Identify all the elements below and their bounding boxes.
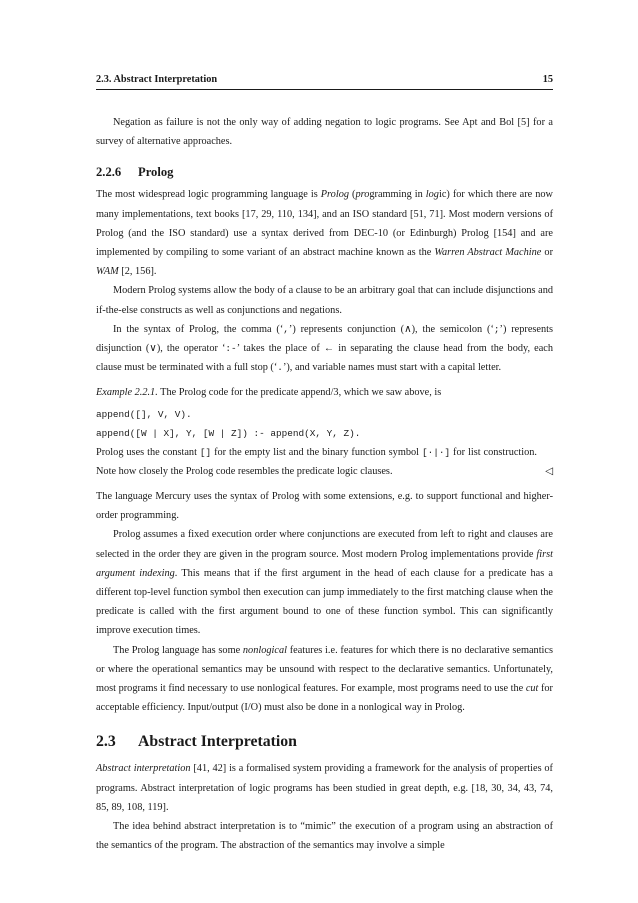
emph-abstract-interpretation: Abstract interpretation bbox=[96, 763, 191, 775]
code-list-cons: [·|·] bbox=[421, 446, 451, 458]
text-run: features i.e. features for which there is no declarative semantics or where the operational semantics may be unsound with respect to the declarative semantics. Unfortunately, most programs it find necessary to use nonlogical features. For example, most programs need to use the bbox=[96, 644, 553, 695]
code-semicolon: ; bbox=[493, 323, 500, 335]
text-run: for list construction. Note how closely the Prolog code resembles the predicate logic clauses. bbox=[96, 446, 538, 477]
section-number: 2.3 bbox=[96, 733, 116, 751]
text-run: ’) represents disjunction (∨), the operator ‘ bbox=[96, 323, 553, 355]
emph-wam-full: Warren Abstract Machine bbox=[434, 247, 542, 259]
execution-order-paragraph bbox=[96, 525, 553, 640]
text-run: The Prolog code for the predicate append/3, which we saw above, is bbox=[157, 387, 442, 399]
section-heading-prolog bbox=[96, 163, 553, 181]
section-number: 2.2.6 bbox=[96, 165, 122, 180]
emph-pro: pro bbox=[355, 189, 370, 201]
text-run: The most widespread logic programming language is bbox=[96, 189, 321, 201]
abstract-paragraph-2: The idea behind abstract interpretation is to “mimic” the execution of a program using an abstraction of the semantics of the program. The abstraction of the semantics may involve a simple bbox=[96, 821, 553, 852]
text-run: for acceptable efficiency. Input/output (I/O) must also be done in a nonlogical way in Prolog. bbox=[96, 683, 553, 714]
code-block bbox=[96, 405, 553, 443]
text-run: gramming in bbox=[369, 189, 426, 201]
text-run: ic) for which there are now many implementations, text books [17, 29, 110, 134], and an ISO standard [51, 71]. Most modern versions of Prolog (and the ISO standard) use a syntax derived from DEC-10 (or Edinburgh) Prolog [154] and are implemented by compiling to some variant of an abstract machine known as the bbox=[96, 189, 553, 259]
emph-nonlogical: nonlogical bbox=[242, 644, 287, 656]
text-run: The Prolog language has some bbox=[113, 644, 243, 656]
code-comma: , bbox=[283, 323, 289, 335]
code-operator: :- bbox=[225, 343, 237, 355]
section-title: Abstract Interpretation bbox=[138, 733, 297, 751]
emph-first-argument-indexing: first argument indexing bbox=[96, 548, 553, 579]
code-line: append([], V, V). bbox=[96, 408, 192, 420]
text-run: [41, 42] is a formalised system providing a framework for the analysis of properties of programs. Abstract interpretation of logic programs has been studied in great depth, e.g. [18, 30, 34, 43, 74, 85, 89, 108, 119]. bbox=[96, 763, 553, 813]
abstract-paragraph-1 bbox=[96, 759, 553, 817]
example-intro bbox=[96, 383, 553, 402]
example-explanation bbox=[96, 443, 553, 481]
running-head-section: 2.3. Abstract Interpretation bbox=[96, 74, 218, 85]
intro-paragraph: Negation as failure is not the only way of adding negation to logic programs. See Apt and Bol [5] for a survey of alternative approaches. bbox=[96, 117, 553, 148]
text-run: In the syntax of Prolog, the comma (‘ bbox=[113, 323, 284, 335]
example-block bbox=[96, 383, 553, 481]
text-run: [2, 156]. bbox=[118, 266, 157, 278]
emph-log: log bbox=[425, 189, 439, 201]
emph-prolog: Prolog bbox=[320, 189, 349, 201]
text-run: Prolog uses the constant bbox=[96, 446, 200, 458]
section-title: Prolog bbox=[138, 165, 174, 180]
running-head bbox=[96, 74, 553, 90]
text-run: ’) represents conjunction (∧), the semicolon (‘ bbox=[288, 323, 494, 335]
code-full-stop: . bbox=[277, 362, 283, 374]
code-line: append([W | X], Y, [W | Z]) :- append(X, Y, Z). bbox=[96, 427, 361, 439]
prolog-paragraph-1 bbox=[96, 185, 553, 281]
end-of-example-icon: ◁ bbox=[545, 465, 553, 477]
mercury-paragraph: The language Mercury uses the syntax of Prolog with some extensions, e.g. to support functional and higher-order programming. bbox=[96, 491, 553, 522]
text-run: ’), and variable names must start with a capital letter. bbox=[282, 362, 502, 374]
emph-cut: cut bbox=[525, 683, 539, 695]
text-run: Prolog assumes a fixed execution order where conjunctions are executed from left to right and clauses are selected in the order they are given in the program source. Most modern Prolog implementations provide bbox=[96, 529, 553, 560]
text-run: ’ takes the place of ← in separating the clause head from the body, each clause must be terminated with a full stop (‘ bbox=[96, 343, 553, 374]
prolog-paragraph-2: Modern Prolog systems allow the body of a clause to be an arbitrary goal that can include disjunctions and if-the-else constructs as well as conjunctions and negations. bbox=[96, 285, 553, 316]
page-number: 15 bbox=[542, 74, 553, 85]
nonlogical-paragraph bbox=[96, 641, 553, 718]
text-run: . This means that if the first argument in the head of each clause for a predicate has a different top-level function symbol then execution can jump immediately to the first matching clause when the predicate is called with the first argument bound to one of these function symbol. This can significantly improve execution times. bbox=[96, 567, 553, 637]
text-run: or bbox=[541, 247, 554, 259]
example-label: Example 2.2.1. bbox=[96, 387, 158, 399]
section-heading-abstract-interpretation bbox=[96, 731, 553, 753]
text-run: ( bbox=[349, 189, 356, 201]
prolog-paragraph-3 bbox=[96, 320, 553, 378]
text-run: for the empty list and the binary function symbol bbox=[211, 446, 422, 458]
emph-wam: WAM bbox=[96, 266, 119, 278]
code-empty-list: [] bbox=[199, 446, 212, 458]
